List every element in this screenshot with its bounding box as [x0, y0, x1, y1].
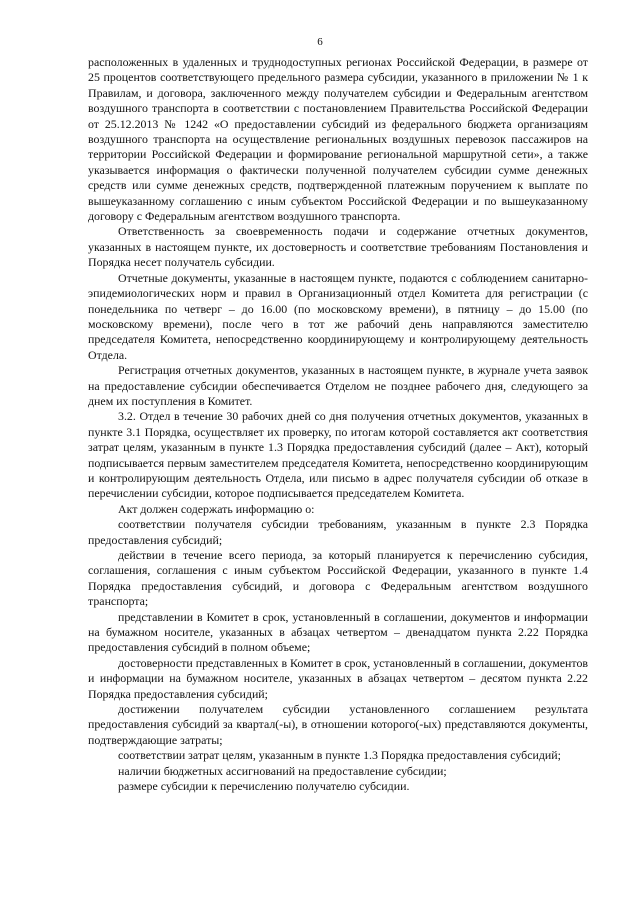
- paragraph: расположенных в удаленных и труднодоступных регионах Российской Федерации, в размере от 25 процентов соответствующего предельного размера субсидии, указанного в приложении № 1 к Правилам, и договора, заключенного между получателем субсидии и Федеральным агентством воздушного транспорта в соответствии с постановлением Правительства Российской Федерации от 25.12.2013 № 1242 «О предоставлении субсидий из федерального бюджета организациям воздушного транспорта на осуществление региональных воздушных перевозок пассажиров на территории Российской Федерации и формирование региональной маршрутной сети», а также указывается информация о фактически полученной получателем субсидии сумме денежных средств или сумме денежных средств, подтвержденной платежным поручением к выплате по вышеуказанному соглашению с иным субъектом Российской Федерации и по вышеуказанному договору с Федеральным агентством воздушного транспорта.: [88, 55, 588, 224]
- list-item: достижении получателем субсидии установленного соглашением результата предоставления субсидий за квартал(-ы), в отношении которого(-ых) представляются документы, подтверждающие затраты;: [88, 702, 588, 747]
- paragraph: 3.2. Отдел в течение 30 рабочих дней со дня получения отчетных документов, указанных в пункте 3.1 Порядка, осуществляет их проверку, по итогам которой составляется акт соответствия затрат целям, указанным в пункте 1.3 Порядка предоставления субсидий (далее – Акт), который подписывается первым заместителем председателя Комитета, непосредственно координирующим и контролирующим деятельность Отдела, или письмо в адрес получателя субсидии об отказе в перечислении субсидии, которое подписывается председателем Комитета.: [88, 409, 588, 501]
- list-item: достоверности представленных в Комитет в срок, установленный в соглашении, документов и информации на бумажном носителе, указанных в абзацах четвертом – десятом пункта 2.22 Порядка предоставления субсидий;: [88, 655, 588, 701]
- list-item: соответствии получателя субсидии требованиям, указанным в пункте 2.3 Порядка предоставления субсидий;: [88, 517, 588, 547]
- list-item: соответствии затрат целям, указанным в пункте 1.3 Порядка предоставления субсидий;: [118, 748, 561, 763]
- list-item: размере субсидии к перечислению получателю субсидии.: [118, 779, 410, 794]
- paragraph: Акт должен содержать информацию о:: [118, 501, 315, 516]
- list-item: действии в течение всего периода, за который планируется к перечислению субсидия, соглашения, соглашения с иным субъектом Российской Федерации, указанного в пункте 1.4 Порядка предоставления субсидий, и договора с Федеральным агентством воздушного транспорта;: [88, 548, 588, 609]
- list-item: наличии бюджетных ассигнований на предоставление субсидии;: [118, 763, 447, 778]
- paragraph: Регистрация отчетных документов, указанных в настоящем пункте, в журнале учета заявок на предоставление субсидии обеспечивается Отделом не позднее рабочего дня, следующего за днем их поступления в Комитет.: [88, 363, 588, 408]
- paragraph: Ответственность за своевременность подачи и содержание отчетных документов, указанных в настоящем пункте, их достоверность и соответствие требованиям Постановления и Порядка несет получатель субсидии.: [88, 224, 588, 270]
- page-number: 6: [317, 36, 323, 48]
- paragraph: Отчетные документы, указанные в настоящем пункте, подаются с соблюдением санитарно-эпидемиологических норм и правил в Организационный отдел Комитета для регистрации (с понедельника по четверг – до 16.00 (по московскому времени), в пятницу – до 15.00 (по московскому времени), после чего в тот же рабочий день направляются заместителю председателя Комитета, непосредственно координирующему и контролирующему деятельность Отдела.: [88, 270, 588, 362]
- list-item: представлении в Комитет в срок, установленный в соглашении, документов и информации на бумажном носителе, указанных в абзацах четвертом – двенадцатом пункта 2.22 Порядка предоставления субсидий в полном объеме;: [88, 609, 588, 655]
- document-body: [88, 55, 588, 795]
